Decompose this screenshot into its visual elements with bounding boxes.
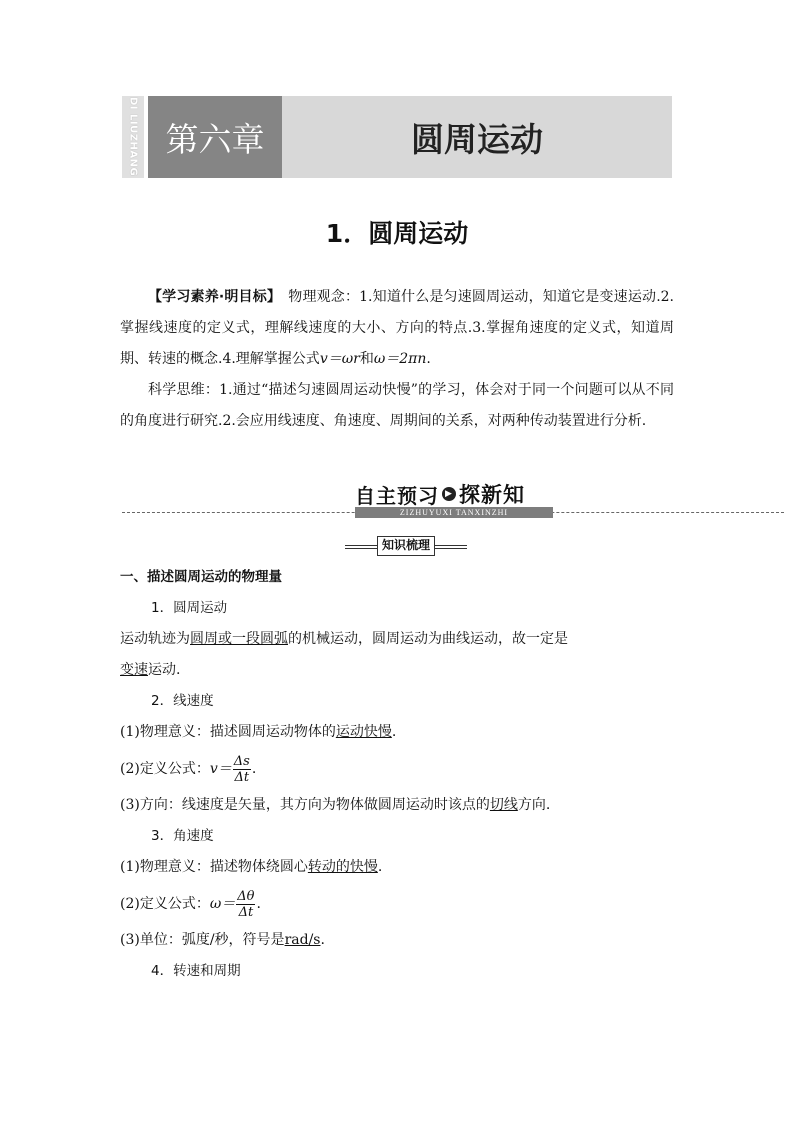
subheading-circular-motion: 1．圆周运动 bbox=[151, 600, 228, 616]
formula-v-eq: v＝ bbox=[209, 761, 232, 777]
subheading-linear-velocity: 2．线速度 bbox=[151, 693, 214, 709]
s2-3-text-a: (3)方向：线速度是矢量，其方向为物体做圆周运动时该点的 bbox=[120, 797, 490, 813]
objectives-paragraph-2: 科学思维：1.通过“描述匀速圆周运动快慢”的学习，体会对于同一个问题可以从不同的角度进行研究.2.会应用线速度、角速度、周期间的关系，对两种传动装置进行分析. bbox=[120, 382, 674, 429]
s3-1-underline: 转动的快慢 bbox=[307, 859, 378, 875]
preview-header bbox=[0, 480, 794, 520]
linear-velocity-meaning bbox=[120, 717, 680, 748]
fraction-numerator: Δs bbox=[233, 753, 250, 769]
subheading-angular-velocity: 3．角速度 bbox=[151, 828, 214, 844]
circular-motion-line-2 bbox=[120, 655, 680, 686]
s3-3-underline: rad/s bbox=[284, 932, 321, 948]
fraction-dtheta-dt bbox=[236, 889, 255, 920]
s3-2-text-b: . bbox=[256, 896, 261, 912]
s3-3-text-a: (3)单位：弧度/秒，符号是 bbox=[120, 932, 285, 948]
angular-velocity-unit bbox=[120, 925, 680, 956]
s1-underline-1: 圆周或一段圆弧 bbox=[190, 631, 288, 647]
linear-velocity-direction bbox=[120, 790, 680, 821]
fraction-denominator: Δt bbox=[238, 904, 254, 920]
s2-1-underline: 运动快慢 bbox=[335, 724, 392, 740]
preview-pinyin: ZIZHUYUXI TANXINZHI bbox=[355, 507, 553, 518]
linear-velocity-formula bbox=[120, 748, 680, 790]
knowledge-tag-label: 知识梳理 bbox=[377, 536, 435, 556]
s1-text-b: 的机械运动，圆周运动为曲线运动，故一定是 bbox=[288, 631, 568, 647]
chapter-pinyin-strip bbox=[122, 96, 144, 178]
preview-title-b: 探新知 bbox=[459, 483, 525, 507]
angular-velocity-formula bbox=[120, 883, 680, 925]
preview-title-box bbox=[355, 482, 553, 518]
s3-2-text-a: (2)定义公式： bbox=[120, 896, 210, 912]
period: . bbox=[426, 351, 431, 367]
objectives-text-1: 物理观念：1.知道什么是匀速圆周运动，知道它是变速运动.2.掌握线速度的定义式，理解线速度的大小、方向的特点.3.掌握角速度的定义式，知道周期、转速的概念.4.理解掌握公式 bbox=[120, 289, 674, 367]
formula-w-eq: ω＝ bbox=[209, 896, 236, 912]
preview-title-a: 自主预习 bbox=[355, 483, 439, 508]
preview-title bbox=[355, 482, 553, 506]
chapter-banner bbox=[122, 96, 672, 178]
s3-3-text-b: . bbox=[320, 932, 325, 948]
s2-2-text-a: (2)定义公式： bbox=[120, 761, 210, 777]
angular-velocity-meaning bbox=[120, 852, 680, 883]
circular-motion-line-1 bbox=[120, 624, 680, 655]
fraction-numerator: Δθ bbox=[237, 888, 255, 904]
chapter-pinyin: DI LIUZHANG bbox=[127, 97, 139, 177]
content-body bbox=[120, 562, 680, 987]
heading-1: 一、描述圆周运动的物理量 bbox=[120, 569, 282, 585]
s3-1-text-a: (1)物理意义：描述物体绕圆心 bbox=[120, 859, 308, 875]
chapter-title: 圆周运动 bbox=[282, 96, 672, 178]
s2-3-text-b: 方向. bbox=[517, 797, 551, 813]
formula-v: v＝ωr bbox=[319, 351, 360, 367]
s2-3-underline: 切线 bbox=[489, 797, 518, 813]
s3-1-text-b: . bbox=[377, 859, 383, 875]
fraction-ds-dt bbox=[233, 754, 251, 785]
formula-w: ω＝2πn bbox=[373, 351, 427, 367]
s2-1-text-a: (1)物理意义：描述圆周运动物体的 bbox=[120, 724, 336, 740]
chapter-number: 第六章 bbox=[148, 96, 282, 178]
and-text: 和 bbox=[359, 351, 374, 367]
knowledge-tag bbox=[345, 536, 467, 554]
s1-text-c: 运动. bbox=[148, 662, 181, 678]
s2-2-text-b: . bbox=[251, 761, 257, 777]
fraction-denominator: Δt bbox=[234, 769, 250, 785]
arrow-right-icon: ▶ bbox=[442, 487, 456, 501]
section-title: 1．圆周运动 bbox=[325, 219, 469, 248]
subheading-speed-period: 4．转速和周期 bbox=[151, 963, 241, 979]
s2-1-text-b: . bbox=[391, 724, 397, 740]
s1-underline-2: 变速 bbox=[120, 662, 148, 678]
s1-text-a: 运动轨迹为 bbox=[120, 631, 190, 647]
objectives-paragraph-1 bbox=[120, 282, 674, 375]
objectives-label: 【学习素养·明目标】 bbox=[148, 289, 275, 305]
